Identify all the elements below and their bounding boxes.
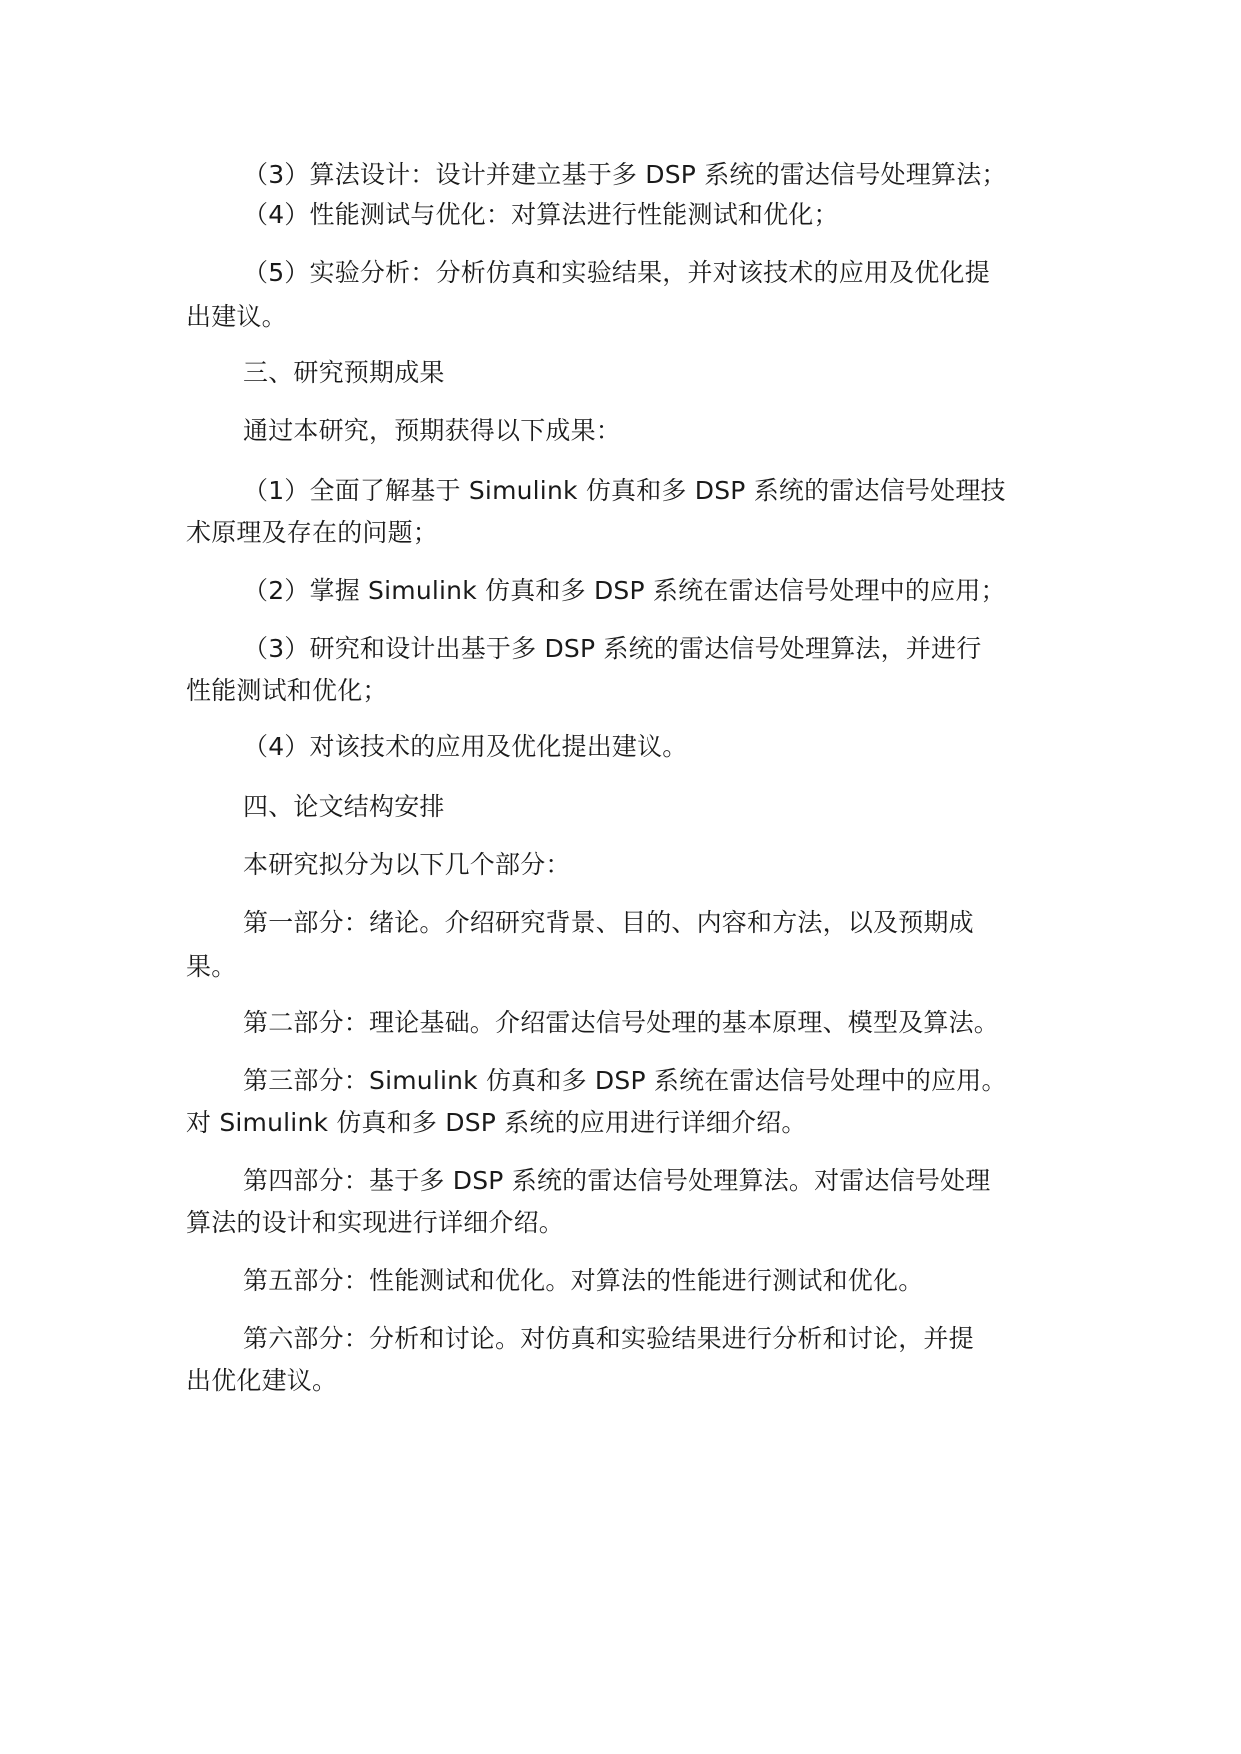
part-1: 第一部分：绪论。介绍研究背景、目的、内容和方法，以及预期成: [243, 908, 974, 937]
part-6-cont: 出优化建议。: [186, 1366, 338, 1395]
result-item-1-cont: 术原理及存在的问题；: [186, 518, 439, 547]
paragraph-algorithm-design: （3）算法设计：设计并建立基于多 DSP 系统的雷达信号处理算法；: [243, 160, 1007, 189]
section-heading-structure: 四、论文结构安排: [243, 792, 445, 821]
paragraph-expected-intro: 通过本研究，预期获得以下成果：: [243, 416, 622, 445]
paragraph-experiment-analysis-cont: 出建议。: [186, 302, 287, 331]
paragraph-performance-testing: （4）性能测试与优化：对算法进行性能测试和优化；: [243, 200, 839, 229]
part-1-cont: 果。: [186, 952, 237, 981]
part-4-cont: 算法的设计和实现进行详细介绍。: [186, 1208, 565, 1237]
section-heading-expected-results: 三、研究预期成果: [243, 358, 445, 387]
result-item-3-cont: 性能测试和优化；: [186, 676, 388, 705]
paragraph-structure-intro: 本研究拟分为以下几个部分：: [243, 850, 571, 879]
part-2: 第二部分：理论基础。介绍雷达信号处理的基本原理、模型及算法。: [243, 1008, 1000, 1037]
part-3-cont: 对 Simulink 仿真和多 DSP 系统的应用进行详细介绍。: [186, 1108, 807, 1137]
result-item-1: （1）全面了解基于 Simulink 仿真和多 DSP 系统的雷达信号处理技: [243, 476, 1006, 505]
paragraph-experiment-analysis: （5）实验分析：分析仿真和实验结果，并对该技术的应用及优化提: [243, 258, 990, 287]
part-6: 第六部分：分析和讨论。对仿真和实验结果进行分析和讨论，并提: [243, 1324, 974, 1353]
part-4: 第四部分：基于多 DSP 系统的雷达信号处理算法。对雷达信号处理: [243, 1166, 991, 1195]
part-3: 第三部分：Simulink 仿真和多 DSP 系统在雷达信号处理中的应用。: [243, 1066, 1007, 1095]
result-item-4: （4）对该技术的应用及优化提出建议。: [243, 732, 688, 761]
result-item-2: （2）掌握 Simulink 仿真和多 DSP 系统在雷达信号处理中的应用；: [243, 576, 1006, 605]
part-5: 第五部分：性能测试和优化。对算法的性能进行测试和优化。: [243, 1266, 924, 1295]
result-item-3: （3）研究和设计出基于多 DSP 系统的雷达信号处理算法，并进行: [243, 634, 982, 663]
